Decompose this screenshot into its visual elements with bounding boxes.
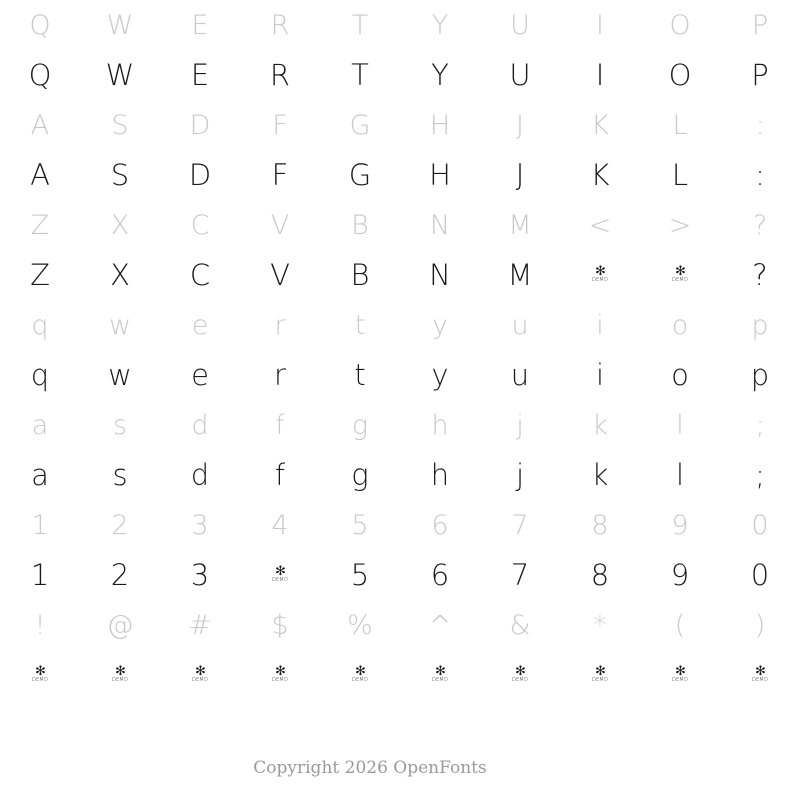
glyph-cell: h [431, 409, 449, 441]
glyph-cell: X [110, 257, 130, 292]
glyph-cell: 5 [351, 509, 369, 541]
glyph-cell: i [596, 309, 604, 341]
leaf-icon: ✻ [675, 263, 685, 279]
glyph-cell: W [106, 9, 134, 41]
demo-glyph [271, 563, 289, 584]
glyph-cell: V [270, 257, 290, 292]
demo-leaf-icon [720, 650, 800, 700]
glyph-cell: ( [674, 609, 686, 641]
glyph-cell: f [274, 457, 286, 492]
glyph-cell: a [31, 409, 49, 441]
glyph-cell: g [351, 457, 369, 492]
leaf-icon: ✻ [275, 563, 285, 579]
demo-label: DEMO [671, 677, 689, 684]
glyph-cell: : [755, 109, 765, 141]
glyph-cell: ^ [428, 609, 452, 641]
glyph-cell: s [112, 457, 128, 492]
demo-label: DEMO [671, 277, 689, 284]
glyph-cell: 9 [670, 557, 690, 592]
glyph-cell: q [31, 309, 49, 341]
glyph-cell: K [590, 157, 610, 192]
glyph-cell: r [274, 357, 286, 392]
glyph-cell: f [275, 409, 285, 441]
glyph-cell: U [509, 57, 531, 92]
glyph-cell: l [676, 409, 684, 441]
glyph-cell: J [515, 157, 525, 192]
leaf-icon: ✻ [275, 663, 285, 679]
glyph-cell: p [751, 309, 769, 341]
glyph-cell: O [669, 9, 691, 41]
glyph-cell: k [591, 457, 609, 492]
glyph-cell: $ [271, 609, 289, 641]
glyph-cell: R [269, 57, 291, 92]
glyph-cell: Y [431, 57, 449, 92]
glyph-cell: l [675, 457, 685, 492]
glyph-cell: e [191, 357, 209, 392]
copyright-footer [0, 758, 800, 778]
demo-leaf-icon [480, 650, 560, 700]
glyph-cell: N [429, 257, 451, 292]
glyph-cell: P [751, 57, 769, 92]
leaf-icon: ✻ [755, 663, 765, 679]
glyph-cell: Z [30, 209, 50, 241]
glyph-cell: 5 [350, 557, 370, 592]
glyph-cell: C [190, 209, 210, 241]
glyph-cell: 0 [751, 509, 769, 541]
glyph-cell: K [591, 109, 609, 141]
glyph-cell: H [429, 109, 451, 141]
glyph-cell: R [270, 9, 290, 41]
glyph-cell: j [516, 409, 524, 441]
glyph-cell: M [507, 257, 533, 292]
glyph-cell: E [190, 57, 210, 92]
glyph-cell: : [755, 157, 765, 192]
glyph-cell: ! [34, 609, 46, 641]
glyph-cell: o [671, 309, 689, 341]
glyph-cell: s [112, 409, 128, 441]
glyph-cell: i [595, 357, 605, 392]
leaf-icon: ✻ [515, 663, 525, 679]
glyph-cell: u [511, 309, 529, 341]
glyph-cell: ) [754, 609, 766, 641]
glyph-cell: L [671, 157, 689, 192]
glyph-cell: O [668, 57, 692, 92]
glyph-cell: > [668, 209, 692, 241]
glyph-cell: # [188, 609, 212, 641]
glyph-cell: D [189, 109, 211, 141]
demo-label: DEMO [191, 677, 209, 684]
demo-label: DEMO [591, 277, 609, 284]
glyph-cell: 1 [30, 557, 50, 592]
demo-leaf-icon [240, 550, 320, 600]
glyph-cell: w [108, 357, 132, 392]
glyph-cell: W [105, 57, 135, 92]
glyph-cell: 2 [110, 557, 130, 592]
leaf-icon: ✻ [115, 663, 125, 679]
demo-leaf-icon [240, 650, 320, 700]
glyph-cell: A [30, 109, 50, 141]
leaf-icon: ✻ [35, 663, 45, 679]
glyph-cell: F [271, 157, 289, 192]
glyph-cell: & [509, 609, 531, 641]
glyph-cell: d [190, 457, 210, 492]
demo-glyph [751, 663, 769, 684]
demo-label: DEMO [751, 677, 769, 684]
glyph-cell: G [349, 109, 371, 141]
glyph-cell: P [751, 9, 769, 41]
demo-glyph [111, 663, 129, 684]
demo-leaf-icon [560, 250, 640, 300]
glyph-cell: V [270, 209, 290, 241]
leaf-icon: ✻ [435, 663, 445, 679]
glyph-cell: y [431, 357, 449, 392]
glyph-cell: 7 [511, 509, 529, 541]
glyph-cell: % [347, 609, 373, 641]
glyph-cell: J [516, 109, 524, 141]
glyph-cell: o [671, 357, 689, 392]
glyph-cell: Z [30, 257, 50, 292]
glyph-cell: w [108, 309, 132, 341]
glyph-cell: ; [755, 457, 765, 492]
demo-label: DEMO [431, 677, 449, 684]
glyph-cell: t [354, 309, 366, 341]
demo-label: DEMO [511, 677, 529, 684]
demo-label: DEMO [271, 577, 289, 584]
glyph-cell: B [350, 257, 370, 292]
glyph-cell: @ [106, 609, 134, 641]
demo-label: DEMO [351, 677, 369, 684]
glyph-cell: q [30, 357, 50, 392]
glyph-cell: 6 [431, 509, 449, 541]
demo-glyph [431, 663, 449, 684]
copyright-text: Copyright 2026 OpenFonts [253, 758, 487, 778]
glyph-cell: U [510, 9, 530, 41]
glyph-cell: 4 [271, 509, 289, 541]
glyph-cell: 0 [750, 557, 770, 592]
glyph-cell: 2 [111, 509, 129, 541]
leaf-icon: ✻ [595, 263, 605, 279]
demo-leaf-icon [320, 650, 400, 700]
glyph-cell: Q [28, 57, 52, 92]
glyph-cell: L [672, 109, 688, 141]
glyph-cell: k [592, 409, 608, 441]
demo-glyph [271, 663, 289, 684]
glyph-cell: X [110, 209, 130, 241]
demo-label: DEMO [111, 677, 129, 684]
glyph-cell: g [351, 409, 369, 441]
demo-label: DEMO [271, 677, 289, 684]
glyph-cell: t [354, 357, 366, 392]
glyph-cell: T [351, 57, 369, 92]
demo-glyph [671, 663, 689, 684]
glyph-cell: 3 [190, 557, 210, 592]
glyph-cell: ? [752, 209, 768, 241]
glyph-cell: Q [29, 9, 51, 41]
demo-glyph [351, 663, 369, 684]
glyph-cell: F [272, 109, 288, 141]
glyph-cell: S [111, 109, 129, 141]
demo-leaf-icon [80, 650, 160, 700]
demo-leaf-icon [560, 650, 640, 700]
glyph-cell: T [351, 9, 369, 41]
glyph-cell: I [595, 57, 605, 92]
demo-leaf-icon [160, 650, 240, 700]
demo-leaf-icon [400, 650, 480, 700]
demo-glyph [671, 263, 689, 284]
glyph-cell: e [191, 309, 209, 341]
glyph-cell: 7 [510, 557, 530, 592]
glyph-cell: r [274, 309, 286, 341]
glyph-cell: S [110, 157, 130, 192]
glyph-cell: 3 [191, 509, 209, 541]
glyph-cell: G [348, 157, 372, 192]
glyph-cell: * [593, 609, 607, 641]
leaf-icon: ✻ [355, 663, 365, 679]
demo-label: DEMO [591, 677, 609, 684]
glyph-cell: 9 [671, 509, 689, 541]
glyph-cell: a [31, 457, 49, 492]
demo-leaf-icon [640, 650, 720, 700]
demo-label: DEMO [31, 677, 49, 684]
leaf-icon: ✻ [675, 663, 685, 679]
glyph-cell: ? [752, 257, 768, 292]
glyph-cell: 6 [430, 557, 450, 592]
glyph-cell: ; [755, 409, 765, 441]
glyph-cell: H [429, 157, 451, 192]
demo-glyph [591, 663, 609, 684]
leaf-icon: ✻ [195, 663, 205, 679]
glyph-cell: A [30, 157, 50, 192]
demo-glyph [591, 263, 609, 284]
glyph-cell: N [429, 209, 451, 241]
glyph-cell: < [588, 209, 612, 241]
glyph-cell: u [510, 357, 530, 392]
glyph-cell: 1 [31, 509, 49, 541]
demo-leaf-icon [0, 650, 80, 700]
glyph-cell: p [750, 357, 770, 392]
glyph-cell: M [508, 209, 532, 241]
glyph-cell: d [191, 409, 209, 441]
glyph-cell: Y [431, 9, 449, 41]
glyph-cell: I [596, 9, 604, 41]
glyph-cell: y [432, 309, 448, 341]
demo-leaf-icon [640, 250, 720, 300]
demo-glyph [31, 663, 49, 684]
glyph-cell: D [188, 157, 212, 192]
glyph-cell: C [189, 257, 211, 292]
glyph-cell: 8 [590, 557, 610, 592]
glyph-cell: B [351, 209, 369, 241]
glyph-cell: j [515, 457, 525, 492]
demo-glyph [191, 663, 209, 684]
glyph-cell: 8 [591, 509, 609, 541]
glyph-cell: E [191, 9, 209, 41]
glyph-cell: h [430, 457, 450, 492]
demo-glyph [511, 663, 529, 684]
leaf-icon: ✻ [595, 663, 605, 679]
